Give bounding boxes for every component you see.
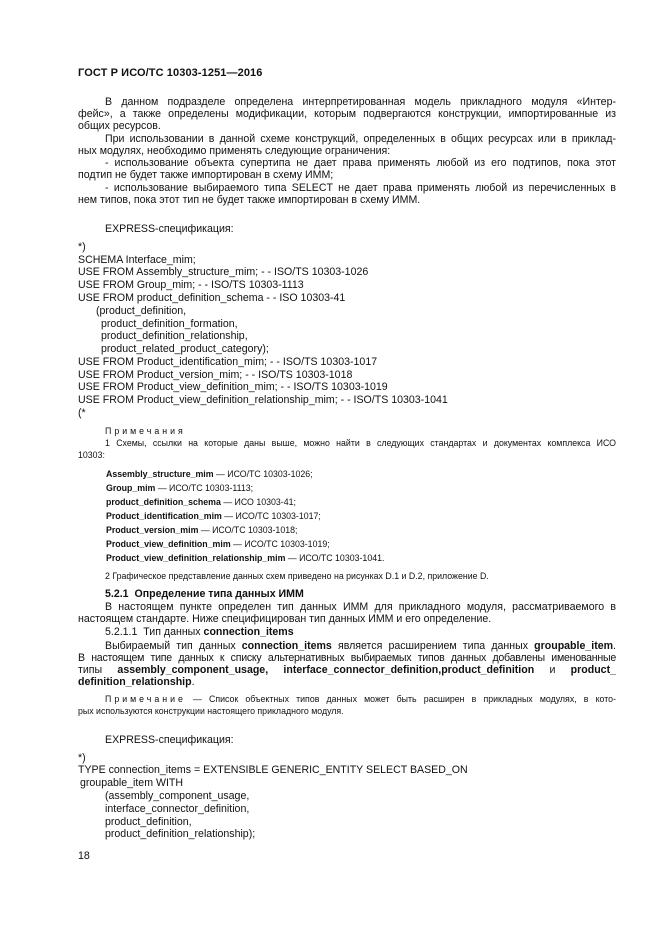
intro-p2-line2: ных модулях, необходимо применять следующие ограничения: [78,145,391,157]
note-extensible-line1: Примечание — Список объектных типов данных может быть расширен в прикладных модулях, в кото- [105,694,616,704]
desc-line3: типы assembly_component_usage, interface_connector_definition,product_definition и product_ [78,664,616,676]
desc-line2: В настоящем типе данных к списку альтернативных выбираемых типов данных добавлены именованные [78,652,616,664]
bullet1-line2: подтип не будет также импортирован в схему ИММ; [78,169,334,181]
code-line: TYPE connection_items = EXTENSIBLE GENERIC_ENTITY SELECT BASED_ON [78,764,468,776]
code-line: USE FROM Product_version_mim; - - ISO/TS 10303-1018 [78,369,353,381]
schema-reference: Group_mim — ИСО/ТС 10303-1113; [106,483,254,493]
code-line: interface_connector_definition, [105,803,250,815]
code-line: USE FROM Product_view_definition_mim; - - ISO/TS 10303-1019 [78,381,388,393]
code-line: product_definition_formation, [101,318,238,330]
intro-p1-line1: В данном подразделе определена интерпретированная модель прикладного модуля «Интер- [105,96,616,108]
schema-reference: product_definition_schema — ИСО 10303-41; [106,497,296,507]
note-extensible-line2: рых используются конструкции настоящего прикладного модуля. [78,706,344,716]
schema-reference: Product_identification_mim — ИСО/ТС 10303-1017; [106,511,321,521]
code-line: (product_definition, [96,305,187,317]
code-line: USE FROM Product_view_definition_relationship_mim; - - ISO/TS 10303-1041 [78,394,448,406]
schema-reference: Product_view_definition_mim — ИСО/ТС 10303-1019; [106,539,330,549]
desc-line1: Выбираемый тип данных connection_items является расширением типа данных groupable_item. [105,640,616,652]
code-line: *) [78,241,86,253]
note1-line2: 10303: [78,450,105,460]
intro-p1-line3: общих ресурсов. [78,120,161,132]
notes-heading: Примечания [105,426,186,436]
document-header: ГОСТ Р ИСО/ТС 10303-1251—2016 [78,67,263,79]
code-line: (* [78,407,86,419]
code-line: USE FROM Product_identification_mim; - - ISO/TS 10303-1017 [78,356,378,368]
section-p-line1: В настоящем пункте определен тип данных ИММ для прикладного модуля, рассматриваемого в [105,601,616,613]
desc-line4: definition_relationship. [78,676,195,688]
schema-reference: Assembly_structure_mim — ИСО/ТС 10303-1026; [106,469,313,479]
code-line: product_related_product_category); [101,343,269,355]
section-heading: 5.2.1 Определение типа данных ИММ [105,588,304,600]
page-number: 18 [78,850,90,862]
code-line: *) [78,752,86,764]
code-line: (assembly_component_usage, [105,790,250,802]
code-line: product_definition_relationship, [101,330,248,342]
bullet2-line1: - использование выбираемого типа SELECT не дает права применять любой из перечисленных в [105,182,616,194]
intro-p2-line1: При использовании в данной схеме конструкций, определенных в общих ресурсах или в приклад- [105,133,616,145]
code-line: groupable_item WITH [80,777,184,789]
bullet1-line1: - использование объекта супертипа не дает права применять любой из его подтипов, пока этот [105,157,616,169]
code-line: product_definition_relationship); [105,828,256,840]
express-label-1: EXPRESS-спецификация: [105,223,234,235]
code-line: USE FROM Assembly_structure_mim; - - ISO/TS 10303-1026 [78,266,369,278]
subsection-heading: 5.2.1.1 Тип данных connection_items [105,626,294,638]
bullet2-line2: нем типов, пока этот тип не будет также импортирован в схему ИММ. [78,194,421,206]
note1-line1: 1 Схемы, ссылки на которые даны выше, можно найти в следующих стандартах и документах комплекса ИСО [105,438,616,448]
express-label-2: EXPRESS-спецификация: [105,734,234,746]
note2-text: 2 Графическое представление данных схем приведено на рисунках D.1 и D.2, приложение D. [105,571,489,581]
section-p-line2: настоящем стандарте. Ниже специфицирован тип данных ИММ и его определение. [78,613,492,625]
code-line: SCHEMA Interface_mim; [78,254,196,266]
schema-reference: Product_view_definition_relationship_mim — ИСО/ТС 10303-1041. [106,553,385,563]
intro-p1-line2: фейс», а также определены модификации, которым подвергаются конструкции, импортированные из [78,108,616,120]
schema-reference: Product_version_mim — ИСО/ТС 10303-1018; [106,525,298,535]
code-line: USE FROM product_definition_schema - - ISO 10303-41 [78,292,346,304]
code-line: USE FROM Group_mim; - - ISO/TS 10303-1113 [78,279,304,291]
code-line: product_definition, [105,816,192,828]
